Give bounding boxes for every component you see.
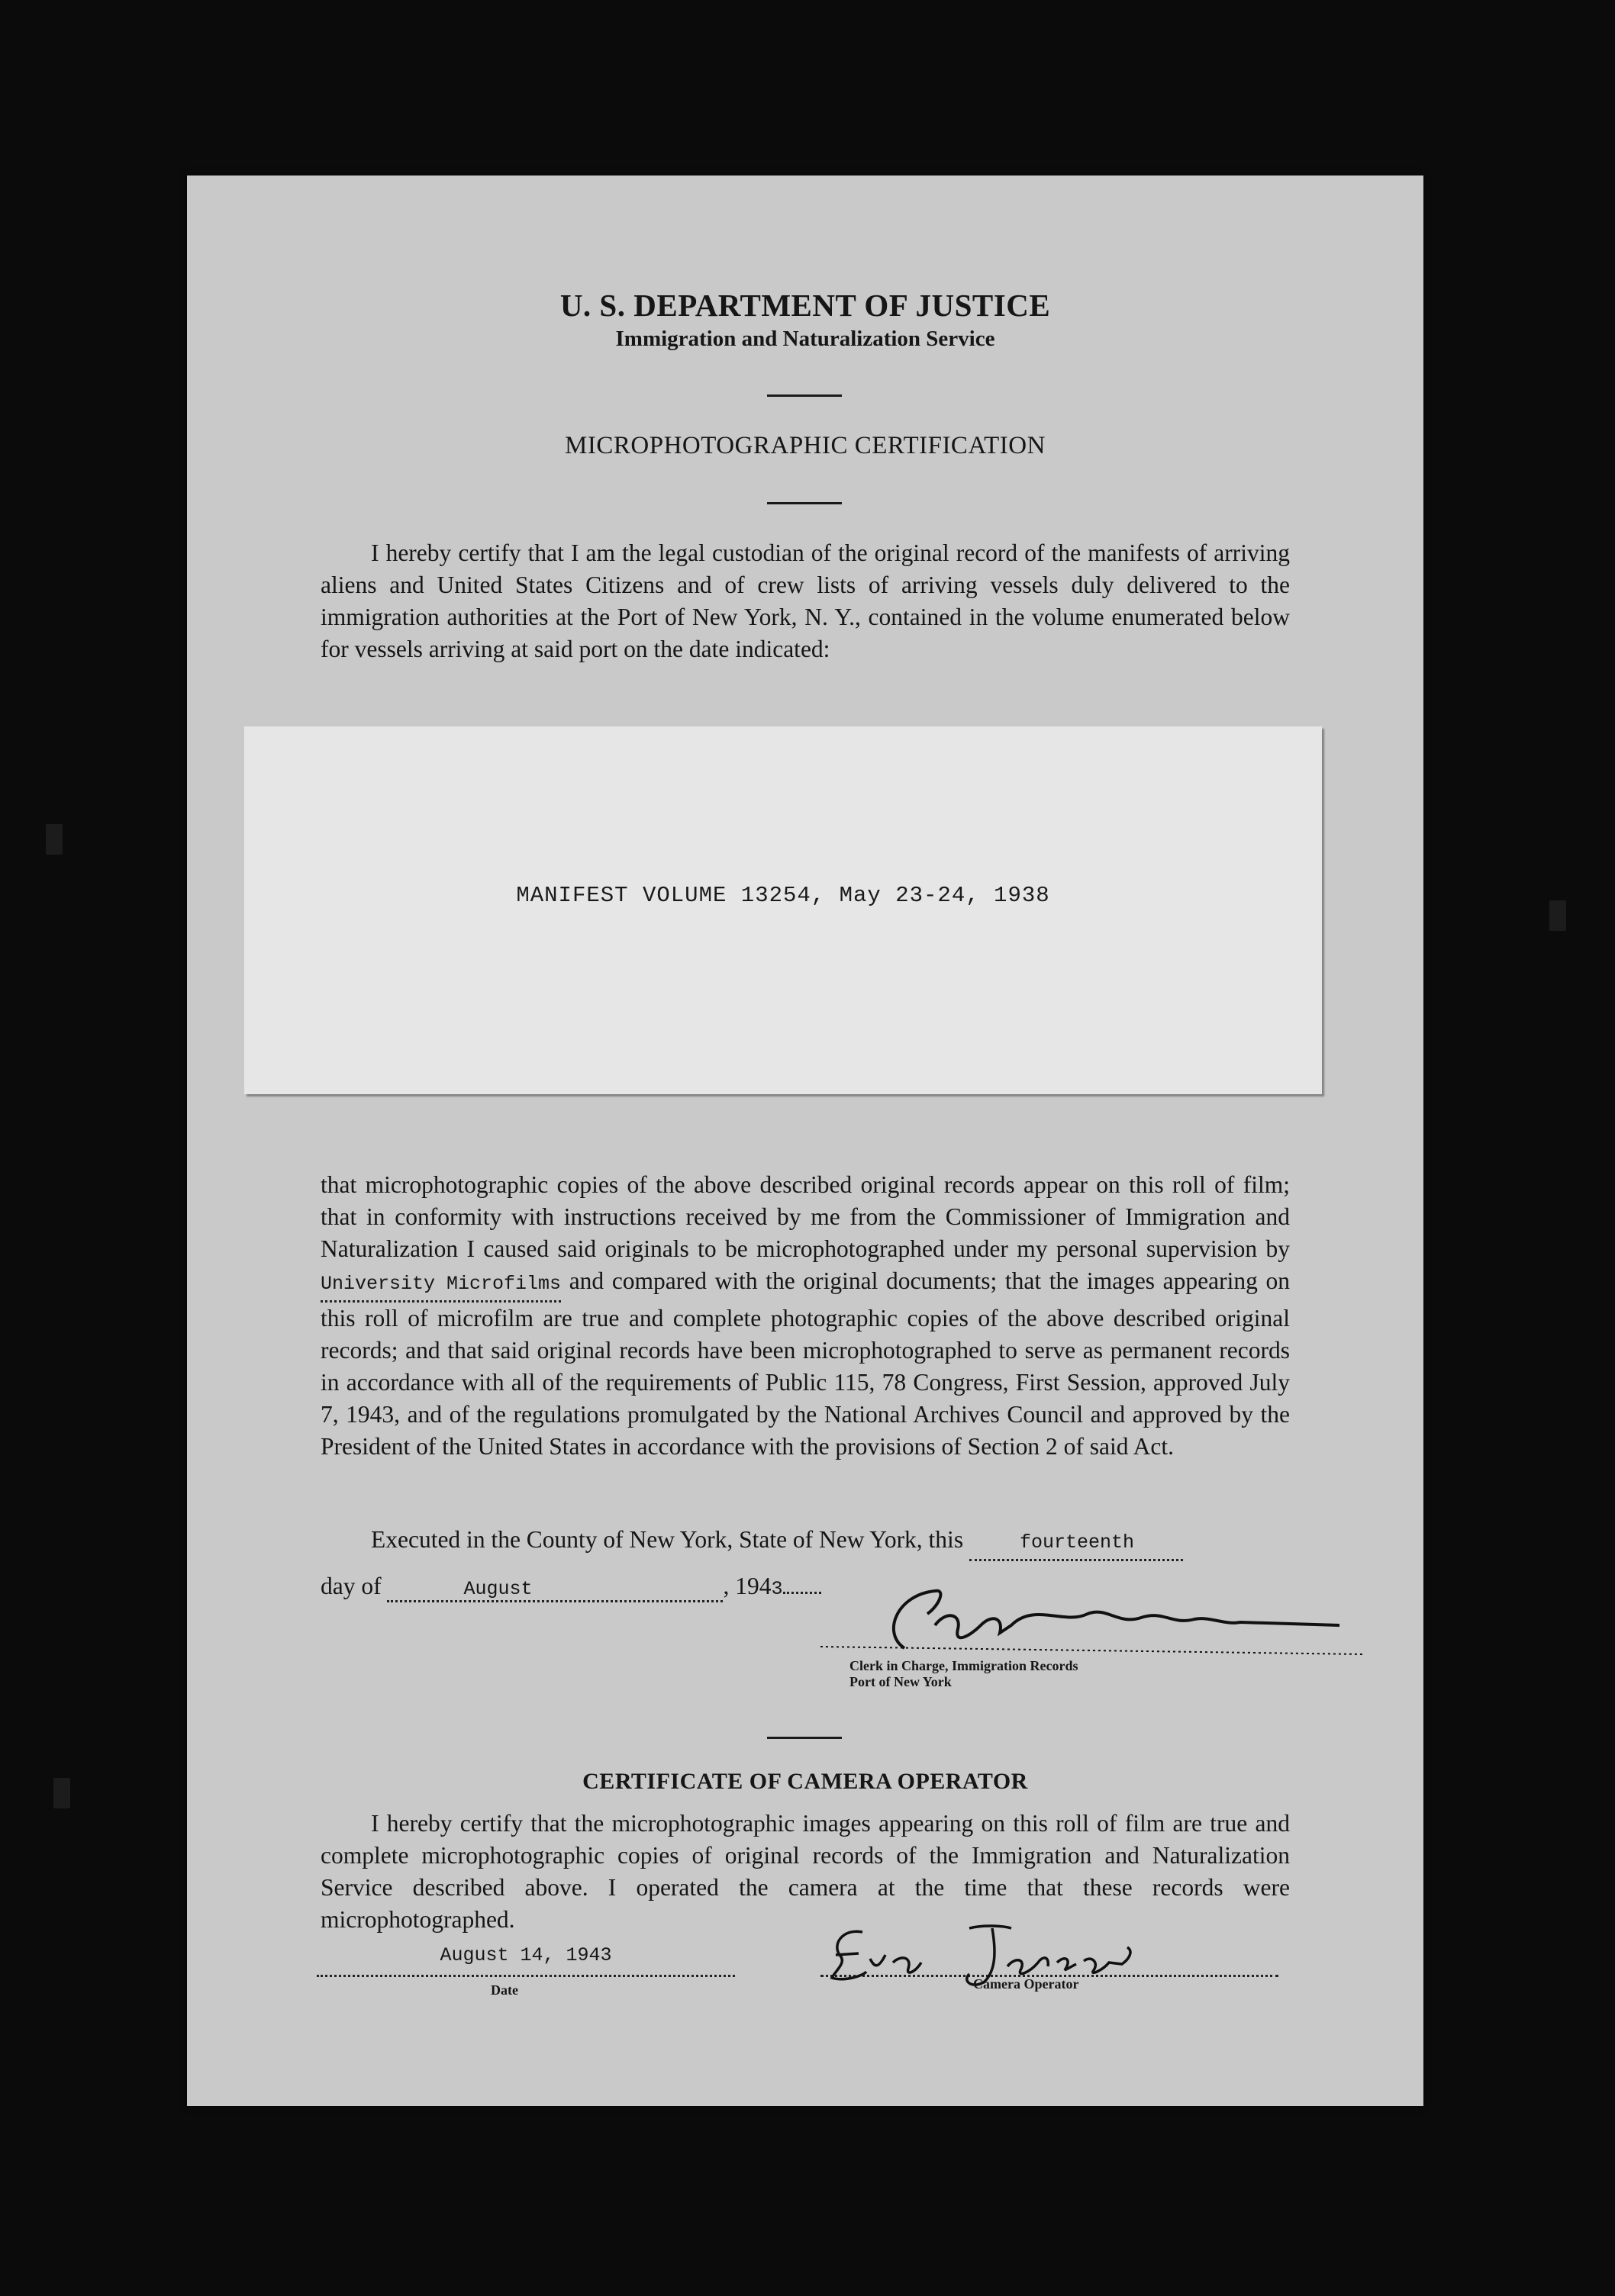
clerk-signature [813, 1572, 1362, 1663]
manifest-volume: MANIFEST VOLUME 13254, May 23-24, 1938 [516, 883, 1050, 908]
camera-operator-label: Camera Operator [973, 1976, 1079, 1992]
supervisor-field [321, 1265, 561, 1303]
certification-title: MICROPHOTOGRAPHIC CERTIFICATION [565, 432, 1046, 459]
intro-paragraph: I hereby certify that I am the legal custodian of the original record of the manifests of arriving aliens and United States Citizens and of crew lists of arriving vessels duly delivered to the immigration authorities at the Port of New York, N. Y., contained in the volume enumerated below for vessels arriving at said port on the date indicated: [321, 539, 1290, 662]
service-subheading: Immigration and Naturalization Service [615, 327, 995, 351]
divider [767, 394, 842, 397]
date-line [321, 1573, 821, 1602]
body-part1: that microphotographic copies of the above described original records appear on this roll of film; that in conformity with instructions received by me from the Commissioner of Immigration and Naturalization I caused said originals to be microphotographed under my personal supervision by [321, 1171, 1290, 1262]
supervisor-value: University Microfilms [321, 1273, 562, 1295]
divider [767, 1737, 842, 1739]
film-perforation [53, 1778, 70, 1808]
clerk-caption [849, 1658, 1078, 1690]
film-perforation [46, 824, 63, 855]
pasted-volume-label [244, 726, 1322, 1094]
clerk-office: Port of New York [849, 1674, 952, 1689]
certificate-page [187, 176, 1423, 2106]
camera-date-value: August 14, 1943 [440, 1944, 612, 1966]
camera-certificate-text: I hereby certify that the microphotographic images appearing on this roll of film are true and complete microphotographic copies of original records of the Immigration and Naturalization Service described above. I operated the camera at the time that these records were microphotographed. [321, 1810, 1290, 1933]
year-digit: 3 [771, 1578, 783, 1600]
clerk-title: Clerk in Charge, Immigration Records [849, 1658, 1078, 1673]
day-value: fourteenth [1019, 1531, 1134, 1554]
month-field [387, 1573, 723, 1602]
camera-date-field [317, 1944, 735, 1977]
department-heading: U. S. DEPARTMENT OF JUSTICE [559, 288, 1051, 323]
date-label: Date [491, 1982, 518, 1998]
execution-line [321, 1524, 1290, 1561]
camera-certificate-title: CERTIFICATE OF CAMERA OPERATOR [582, 1769, 1028, 1794]
body-part2: and compared with the original documents; that the images appearing on this roll of microfilm are true and complete photographic copies of the above described original records; and that said original records have been microphotographed to serve as permanent records in accordance with all of the requirements of Public 115, 78 Congress, First Session, approved July 7, 1943, and of the regulations promulgated by the National Archives Council and approved by the President of the United States in accordance with the provisions of Section 2 of said Act. [321, 1267, 1291, 1460]
execution-text: Executed in the County of New York, State of New York, this [371, 1526, 964, 1553]
film-perforation [1549, 900, 1566, 931]
month-value: August [463, 1578, 533, 1600]
year-prefix: , 194 [723, 1573, 772, 1599]
day-field [969, 1524, 1183, 1561]
divider [767, 502, 842, 504]
body-paragraph [321, 1169, 1290, 1463]
day-of-label: day of [321, 1573, 382, 1599]
